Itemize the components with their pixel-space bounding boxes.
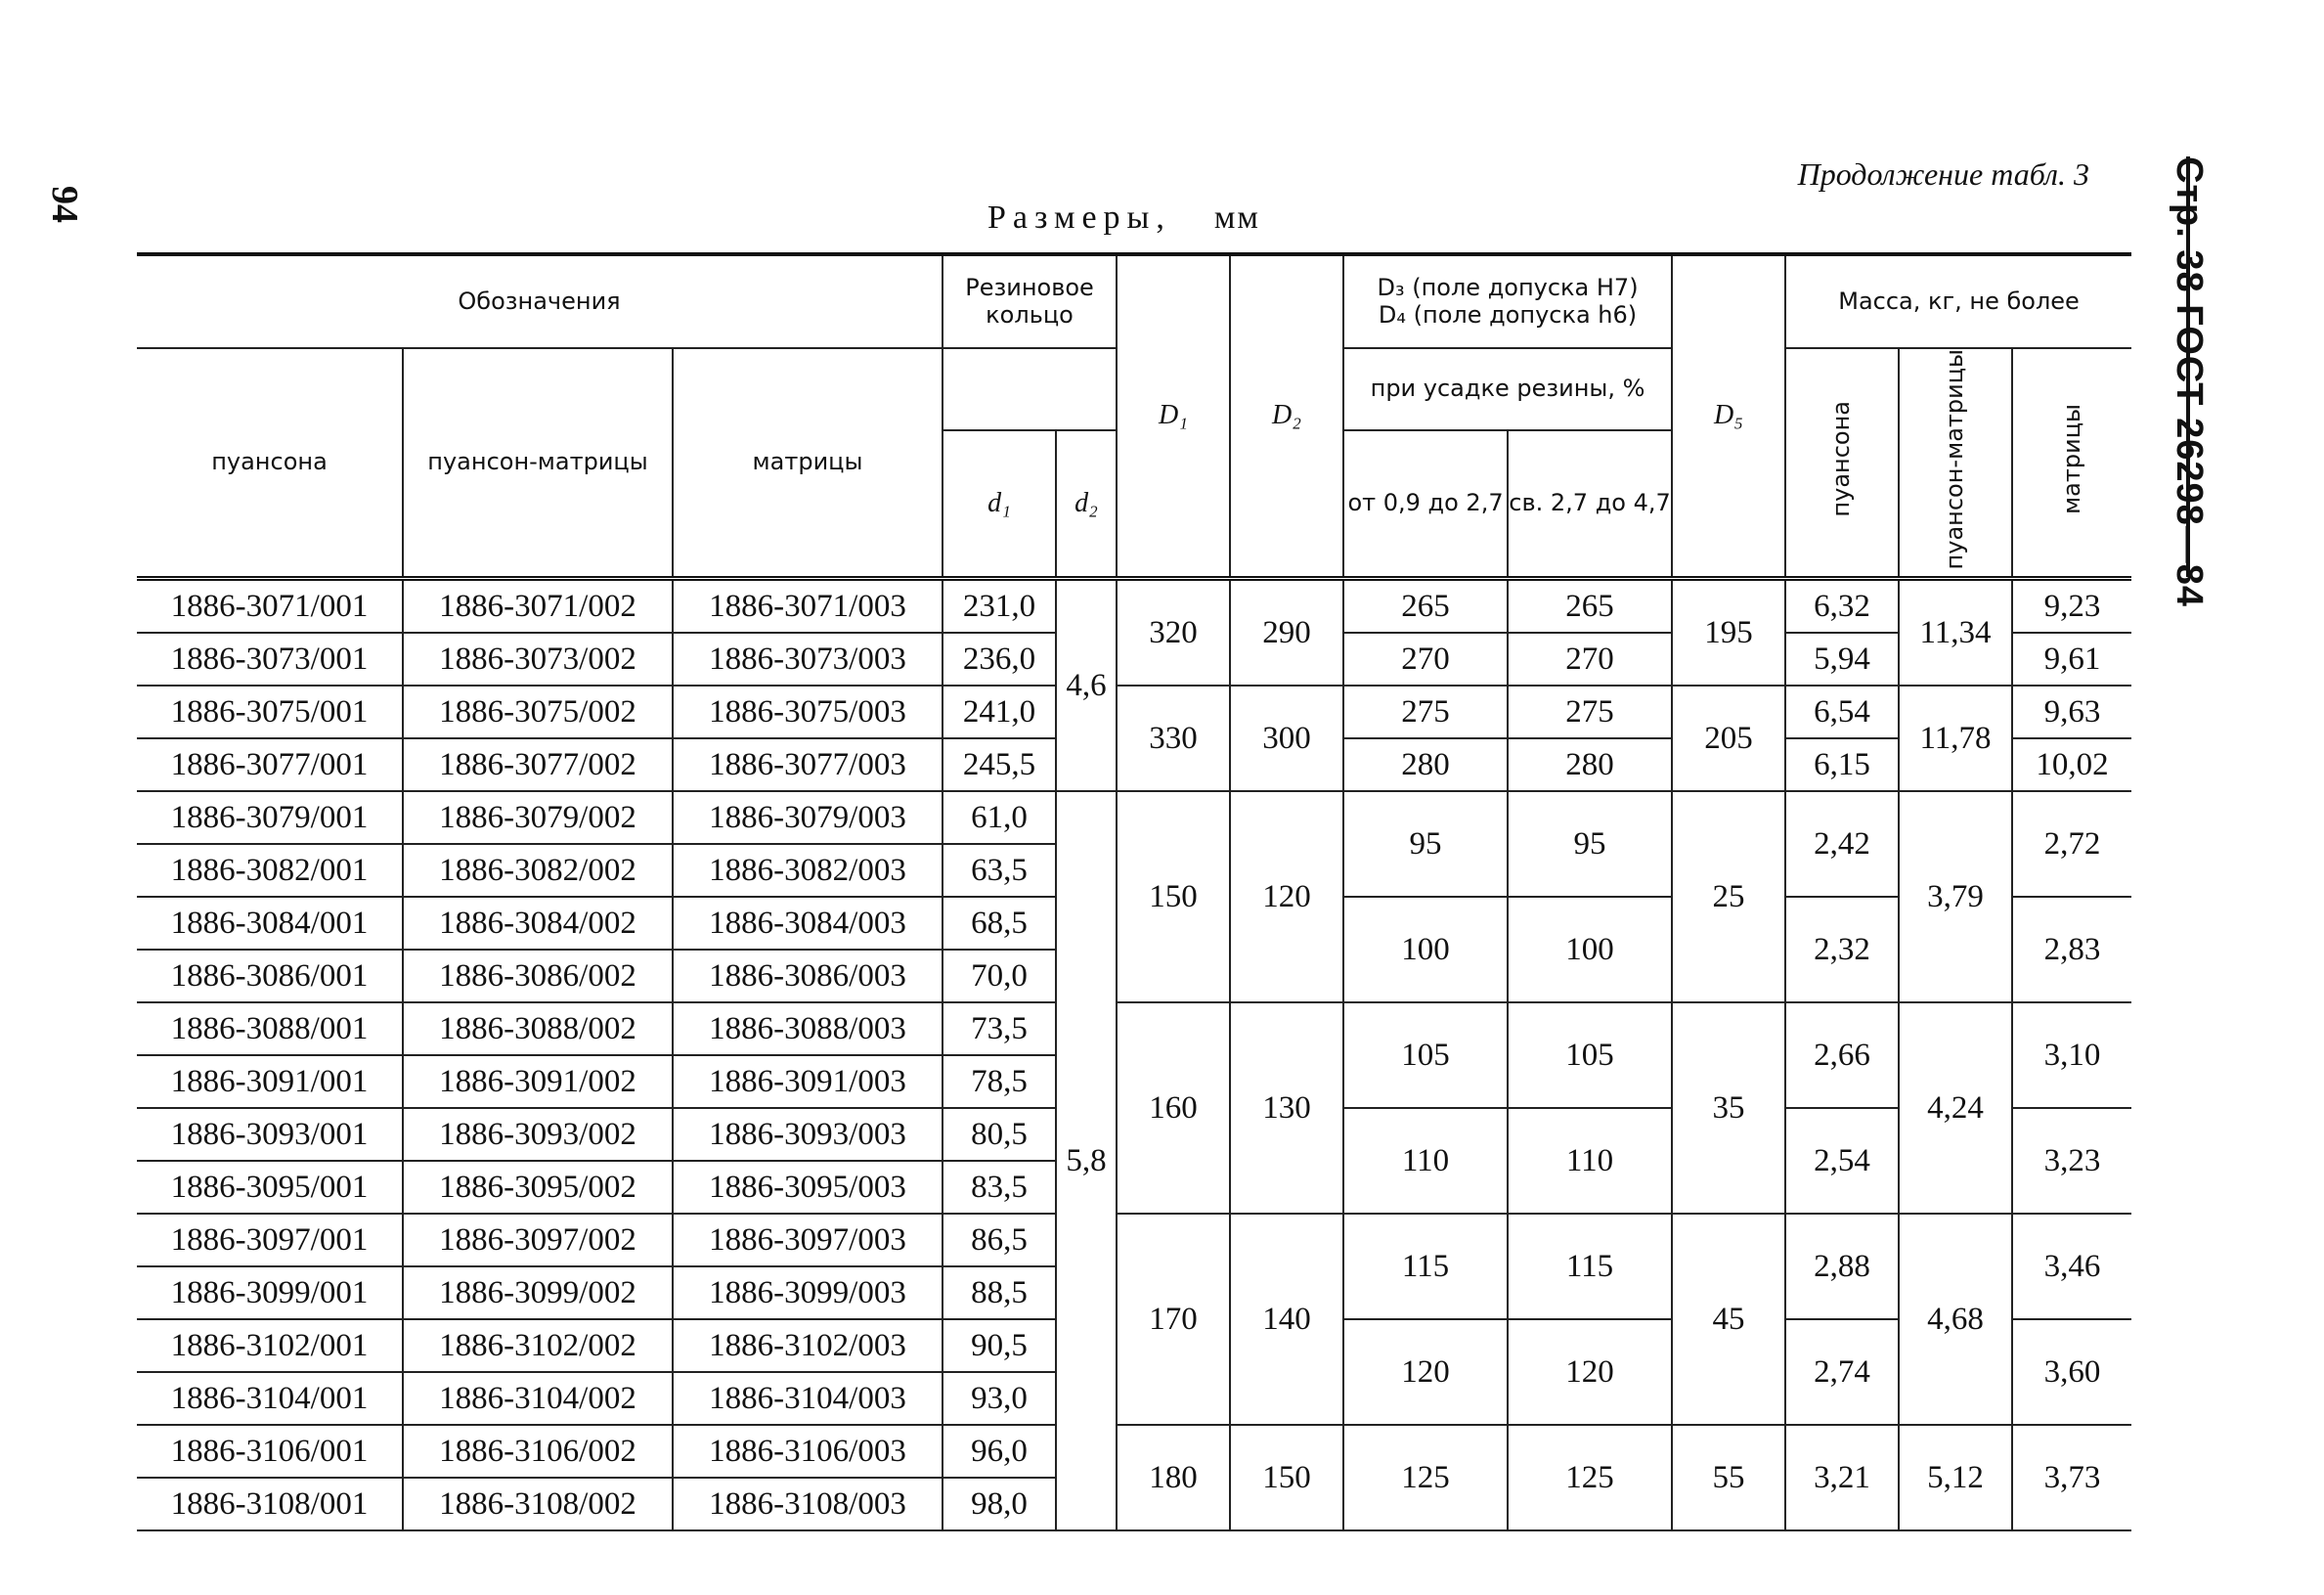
ring-d1: 70,0: [943, 950, 1056, 1002]
header-mass: Масса, кг, не более: [1785, 254, 2131, 348]
D5-value: 195: [1672, 579, 1785, 687]
die-code: 1886-3106/003: [673, 1425, 943, 1478]
punch-die-code: 1886-3106/002: [403, 1425, 673, 1478]
mass-punch-die-value: 4,24: [1899, 1002, 2012, 1214]
D2-value: 300: [1230, 686, 1343, 791]
punch-code: 1886-3106/001: [137, 1425, 403, 1478]
D5-value: 35: [1672, 1002, 1785, 1214]
D2-value: 290: [1230, 579, 1343, 687]
mass-die-value: 9,63: [2012, 686, 2131, 738]
D3D4-range2-value: 280: [1508, 738, 1672, 791]
D3D4-range2-value: 100: [1508, 897, 1672, 1002]
table-row: [137, 1002, 2131, 1055]
ring-d1: 73,5: [943, 1002, 1056, 1055]
ring-d1: 88,5: [943, 1266, 1056, 1319]
mass-punch-value: 6,54: [1785, 686, 1899, 738]
D3D4-range1-value: 115: [1343, 1214, 1508, 1319]
header-D4-line: D₄ (поле допуска h6): [1378, 300, 1638, 329]
punch-die-code: 1886-3084/002: [403, 897, 673, 950]
D1-value: 150: [1117, 791, 1230, 1002]
die-code: 1886-3104/003: [673, 1372, 943, 1425]
die-code: 1886-3091/003: [673, 1055, 943, 1108]
mass-punch-value: 6,32: [1785, 579, 1899, 634]
mass-punch-die-value: 5,12: [1899, 1425, 2012, 1530]
header-designations: Обозначения: [137, 254, 943, 348]
ring-d1: 61,0: [943, 791, 1056, 844]
ring-d1: 93,0: [943, 1372, 1056, 1425]
punch-code: 1886-3084/001: [137, 897, 403, 950]
ring-d1: 80,5: [943, 1108, 1056, 1161]
mass-punch-value: 2,42: [1785, 791, 1899, 897]
units-unit: мм: [1213, 199, 1260, 236]
punch-code: 1886-3082/001: [137, 844, 403, 897]
punch-die-code: 1886-3082/002: [403, 844, 673, 897]
D5-value: 45: [1672, 1214, 1785, 1425]
punch-code: 1886-3093/001: [137, 1108, 403, 1161]
header-D3-line: D₃ (поле допуска Н7): [1377, 273, 1639, 301]
header-range-2: св. 2,7 до 4,7: [1508, 430, 1672, 578]
mass-punch-value: 2,54: [1785, 1108, 1899, 1214]
die-code: 1886-3086/003: [673, 950, 943, 1002]
punch-die-code: 1886-3108/002: [403, 1478, 673, 1530]
punch-die-code: 1886-3104/002: [403, 1372, 673, 1425]
D3D4-range1-value: 110: [1343, 1108, 1508, 1214]
mass-punch-value: 2,88: [1785, 1214, 1899, 1319]
die-code: 1886-3073/003: [673, 633, 943, 686]
punch-code: 1886-3097/001: [137, 1214, 403, 1266]
die-code: 1886-3084/003: [673, 897, 943, 950]
mass-punch-die-value: 11,34: [1899, 579, 2012, 687]
page-number: 94: [44, 186, 85, 223]
die-code: 1886-3093/003: [673, 1108, 943, 1161]
D1-value: 180: [1117, 1425, 1230, 1530]
side-header: Стр. 38 ГОСТ 26298—84: [2169, 156, 2210, 608]
die-code: 1886-3097/003: [673, 1214, 943, 1266]
D1-value: 330: [1117, 686, 1230, 791]
header-D1: D₁: [1117, 254, 1230, 579]
punch-code: 1886-3095/001: [137, 1161, 403, 1214]
punch-code: 1886-3073/001: [137, 633, 403, 686]
die-code: 1886-3095/003: [673, 1161, 943, 1214]
table-header: [137, 254, 2131, 579]
punch-code: 1886-3071/001: [137, 579, 403, 634]
D2-value: 150: [1230, 1425, 1343, 1530]
header-mass-punch: пуансона: [1785, 348, 1899, 579]
D3D4-range1-value: 270: [1343, 633, 1508, 686]
D3D4-range2-value: 95: [1508, 791, 1672, 897]
D3D4-range2-value: 120: [1508, 1319, 1672, 1425]
D2-value: 140: [1230, 1214, 1343, 1425]
ring-d1: 241,0: [943, 686, 1056, 738]
punch-code: 1886-3075/001: [137, 686, 403, 738]
punch-code: 1886-3102/001: [137, 1319, 403, 1372]
header-d2: d₂: [1056, 430, 1117, 578]
die-code: 1886-3082/003: [673, 844, 943, 897]
ring-d1: 83,5: [943, 1161, 1056, 1214]
header-die: матрицы: [673, 348, 943, 579]
D1-value: 320: [1117, 579, 1230, 687]
table-row: [137, 1425, 2131, 1478]
D3D4-range1-value: 105: [1343, 1002, 1508, 1108]
D3D4-range1-value: 120: [1343, 1319, 1508, 1425]
D1-value: 160: [1117, 1002, 1230, 1214]
mass-die-value: 2,83: [2012, 897, 2131, 1002]
units-label: Размеры,: [987, 199, 1171, 236]
mass-die-value: 3,73: [2012, 1425, 2131, 1530]
D3D4-range1-value: 275: [1343, 686, 1508, 738]
header-range-1: от 0,9 до 2,7: [1343, 430, 1508, 578]
mass-punch-value: 6,15: [1785, 738, 1899, 791]
die-code: 1886-3102/003: [673, 1319, 943, 1372]
punch-die-code: 1886-3099/002: [403, 1266, 673, 1319]
D3D4-range1-value: 125: [1343, 1425, 1508, 1530]
header-D3D4: [1343, 254, 1672, 348]
continuation-caption: Продолжение табл. 3: [1797, 156, 2089, 192]
punch-die-code: 1886-3093/002: [403, 1108, 673, 1161]
D3D4-range2-value: 105: [1508, 1002, 1672, 1108]
table-row: [137, 579, 2131, 634]
D2-value: 120: [1230, 791, 1343, 1002]
mass-punch-value: 2,32: [1785, 897, 1899, 1002]
D5-value: 55: [1672, 1425, 1785, 1530]
punch-code: 1886-3108/001: [137, 1478, 403, 1530]
mass-die-value: 10,02: [2012, 738, 2131, 791]
ring-d2: 4,6: [1056, 579, 1117, 792]
mass-punch-value: 2,74: [1785, 1319, 1899, 1425]
mass-die-value: 2,72: [2012, 791, 2131, 897]
mass-punch-die-value: 3,79: [1899, 791, 2012, 1002]
ring-d1: 68,5: [943, 897, 1056, 950]
die-code: 1886-3077/003: [673, 738, 943, 791]
punch-die-code: 1886-3097/002: [403, 1214, 673, 1266]
mass-punch-value: 3,21: [1785, 1425, 1899, 1530]
header-d1: d₁: [943, 430, 1056, 578]
table-row: [137, 686, 2131, 738]
ring-d1: 86,5: [943, 1214, 1056, 1266]
mass-die-value: 3,23: [2012, 1108, 2131, 1214]
punch-die-code: 1886-3088/002: [403, 1002, 673, 1055]
punch-code: 1886-3086/001: [137, 950, 403, 1002]
mass-punch-die-value: 11,78: [1899, 686, 2012, 791]
punch-code: 1886-3091/001: [137, 1055, 403, 1108]
mass-die-value: 9,61: [2012, 633, 2131, 686]
punch-die-code: 1886-3075/002: [403, 686, 673, 738]
punch-code: 1886-3077/001: [137, 738, 403, 791]
header-ring: Резиновое кольцо: [943, 254, 1117, 348]
ring-d1: 96,0: [943, 1425, 1056, 1478]
D3D4-range2-value: 125: [1508, 1425, 1672, 1530]
D3D4-range1-value: 280: [1343, 738, 1508, 791]
table-row: [137, 791, 2131, 844]
ring-d1: 63,5: [943, 844, 1056, 897]
mass-die-value: 3,60: [2012, 1319, 2131, 1425]
punch-die-code: 1886-3091/002: [403, 1055, 673, 1108]
punch-die-code: 1886-3073/002: [403, 633, 673, 686]
D5-value: 205: [1672, 686, 1785, 791]
mass-punch-value: 2,66: [1785, 1002, 1899, 1108]
units-caption: [987, 199, 1260, 237]
D3D4-range2-value: 270: [1508, 633, 1672, 686]
punch-code: 1886-3104/001: [137, 1372, 403, 1425]
D3D4-range1-value: 100: [1343, 897, 1508, 1002]
punch-code: 1886-3099/001: [137, 1266, 403, 1319]
punch-die-code: 1886-3077/002: [403, 738, 673, 791]
mass-die-value: 3,46: [2012, 1214, 2131, 1319]
header-D5: D₅: [1672, 254, 1785, 579]
D5-value: 25: [1672, 791, 1785, 1002]
punch-die-code: 1886-3079/002: [403, 791, 673, 844]
ring-d1: 98,0: [943, 1478, 1056, 1530]
punch-code: 1886-3079/001: [137, 791, 403, 844]
header-mass-die: матрицы: [2012, 348, 2131, 579]
ring-d1: 245,5: [943, 738, 1056, 791]
D3D4-range2-value: 115: [1508, 1214, 1672, 1319]
ring-d2: 5,8: [1056, 791, 1117, 1530]
D3D4-range1-value: 265: [1343, 579, 1508, 634]
header-D2: D₂: [1230, 254, 1343, 579]
punch-die-code: 1886-3071/002: [403, 579, 673, 634]
die-code: 1886-3099/003: [673, 1266, 943, 1319]
D2-value: 130: [1230, 1002, 1343, 1214]
table-body: [137, 579, 2131, 1531]
header-shrink: при усадке резины, %: [1343, 348, 1672, 430]
ring-d1: 90,5: [943, 1319, 1056, 1372]
die-code: 1886-3108/003: [673, 1478, 943, 1530]
D1-value: 170: [1117, 1214, 1230, 1425]
header-ring-sub: [943, 348, 1117, 430]
mass-punch-die-value: 4,68: [1899, 1214, 2012, 1425]
punch-code: 1886-3088/001: [137, 1002, 403, 1055]
punch-die-code: 1886-3102/002: [403, 1319, 673, 1372]
D3D4-range2-value: 265: [1508, 579, 1672, 634]
D3D4-range1-value: 95: [1343, 791, 1508, 897]
mass-die-value: 9,23: [2012, 579, 2131, 634]
header-punch-die: пуансон-матрицы: [403, 348, 673, 579]
table-row: [137, 1214, 2131, 1266]
header-mass-punch-die: пуансон-матрицы: [1899, 348, 2012, 579]
die-code: 1886-3079/003: [673, 791, 943, 844]
die-code: 1886-3071/003: [673, 579, 943, 634]
die-code: 1886-3088/003: [673, 1002, 943, 1055]
mass-punch-value: 5,94: [1785, 633, 1899, 686]
ring-d1: 231,0: [943, 579, 1056, 634]
header-punch: пуансона: [137, 348, 403, 579]
die-code: 1886-3075/003: [673, 686, 943, 738]
D3D4-range2-value: 275: [1508, 686, 1672, 738]
ring-d1: 236,0: [943, 633, 1056, 686]
mass-die-value: 3,10: [2012, 1002, 2131, 1108]
D3D4-range2-value: 110: [1508, 1108, 1672, 1214]
dimensions-table: [137, 252, 2131, 1531]
punch-die-code: 1886-3086/002: [403, 950, 673, 1002]
punch-die-code: 1886-3095/002: [403, 1161, 673, 1214]
ring-d1: 78,5: [943, 1055, 1056, 1108]
